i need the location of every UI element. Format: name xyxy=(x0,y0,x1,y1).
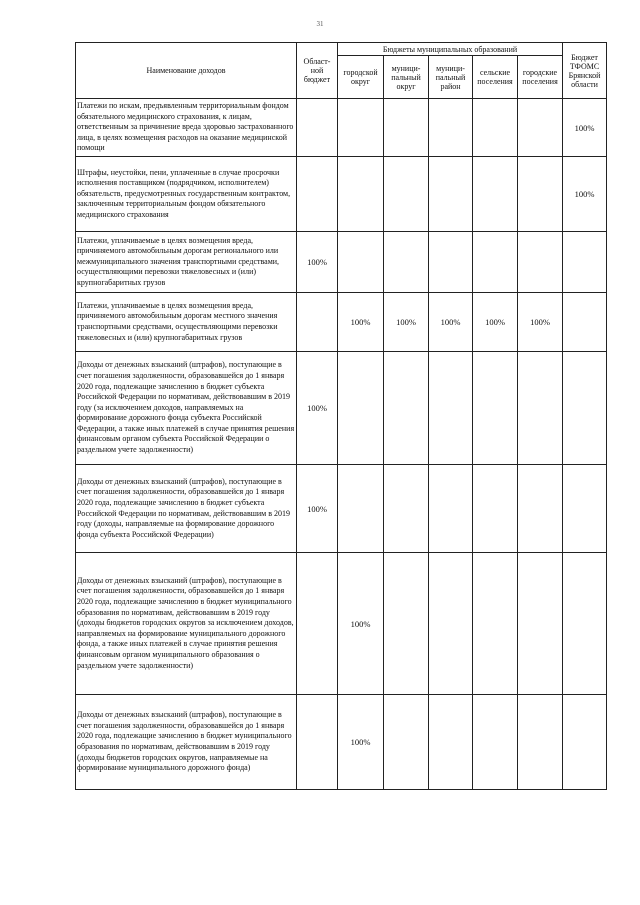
cell-rural-settlements xyxy=(473,99,518,157)
cell-municipal-area xyxy=(429,465,473,553)
cell-rural-settlements xyxy=(473,465,518,553)
cell-municipal-district xyxy=(384,157,429,232)
cell-urban-settlements xyxy=(518,157,563,232)
cell-regional xyxy=(297,695,338,790)
table-row xyxy=(76,293,607,352)
cell-urban-settlements xyxy=(518,695,563,790)
cell-municipal-district xyxy=(384,232,429,293)
header-tfoms-budget: Бюджет ТФОМС Брянской области xyxy=(563,43,607,99)
income-name-cell: Платежи, уплачиваемые в целях возмещения вреда, причиняемого автомобильным дорогам регионального или межмуниципального значения транспортными средствами, осуществляющими перевозки тяжеловесных и (или) крупногабаритных грузов xyxy=(76,232,297,293)
income-name-cell: Доходы от денежных взысканий (штрафов), поступающие в счет погашения задолженности, образовавшейся до 1 января 2020 года, подлежащие зачислению в бюджет субъекта Российской Федерации по нормативам, действовавшим в 2019 году (доходы, направляемые на формирование дорожного фонда субъекта Российской Федерации) xyxy=(76,465,297,553)
cell-municipal-district: 100% xyxy=(384,293,429,352)
cell-rural-settlements xyxy=(473,232,518,293)
cell-tfoms: 100% xyxy=(563,157,607,232)
income-name-cell: Доходы от денежных взысканий (штрафов), поступающие в счет погашения задолженности, образовавшейся до 1 января 2020 года, подлежащие зачислению в бюджет субъекта Российской Федерации по нормативам, действовавшим в 2019 году (за исключением доходов, направляемых на формирование дорожного фонда субъекта Российской Федерации, а также иных платежей в случае принятия решения финансовым органом субъекта Российской Федерации о раздельном учете задолженности) xyxy=(76,352,297,465)
cell-urban-district xyxy=(338,99,384,157)
table-row xyxy=(76,99,607,157)
cell-rural-settlements xyxy=(473,553,518,695)
cell-regional xyxy=(297,553,338,695)
cell-urban-district xyxy=(338,232,384,293)
table-row xyxy=(76,465,607,553)
cell-municipal-area xyxy=(429,232,473,293)
cell-rural-settlements xyxy=(473,695,518,790)
cell-urban-settlements xyxy=(518,465,563,553)
cell-urban-settlements: 100% xyxy=(518,293,563,352)
table-row xyxy=(76,695,607,790)
header-urban-settlements: городские поселения xyxy=(518,56,563,99)
header-urban-district: городской округ xyxy=(338,56,384,99)
cell-regional: 100% xyxy=(297,352,338,465)
cell-municipal-area xyxy=(429,157,473,232)
header-municipal-budgets: Бюджеты муниципальных образований xyxy=(338,43,563,56)
table-row xyxy=(76,232,607,293)
cell-urban-district: 100% xyxy=(338,553,384,695)
table-row xyxy=(76,157,607,232)
cell-regional xyxy=(297,157,338,232)
cell-municipal-district xyxy=(384,352,429,465)
cell-municipal-area xyxy=(429,553,473,695)
page-number: 31 xyxy=(316,20,324,28)
cell-urban-district xyxy=(338,352,384,465)
cell-municipal-area: 100% xyxy=(429,293,473,352)
table-row xyxy=(76,553,607,695)
cell-rural-settlements xyxy=(473,157,518,232)
cell-rural-settlements xyxy=(473,352,518,465)
cell-tfoms xyxy=(563,695,607,790)
income-name-cell: Доходы от денежных взысканий (штрафов), поступающие в счет погашения задолженности, образовавшейся до 1 января 2020 года, подлежащие зачислению в бюджет муниципального образования по нормативам, действовавшим в 2019 году (доходы бюджетов городских округов, направляемые на формирование муниципального дорожного фонда) xyxy=(76,695,297,790)
cell-urban-district: 100% xyxy=(338,695,384,790)
cell-regional: 100% xyxy=(297,465,338,553)
cell-urban-settlements xyxy=(518,99,563,157)
cell-tfoms: 100% xyxy=(563,99,607,157)
cell-municipal-district xyxy=(384,695,429,790)
header-municipal-district: муници- пальный округ xyxy=(384,56,429,99)
cell-municipal-area xyxy=(429,99,473,157)
cell-urban-district xyxy=(338,157,384,232)
header-rural-settlements: сельские поселения xyxy=(473,56,518,99)
income-name-cell: Доходы от денежных взысканий (штрафов), поступающие в счет погашения задолженности, образовавшейся до 1 января 2020 года, подлежащие зачислению в бюджет муниципального образования по нормативам, действовавшим в 2019 году (доходы бюджетов городских округов за исключением доходов, направляемых на формирование муниципального дорожного фонда, а также иных платежей в случае принятия решения финансовым органом муниципального образования о раздельном учете задолженности) xyxy=(76,553,297,695)
cell-urban-district xyxy=(338,465,384,553)
cell-regional xyxy=(297,99,338,157)
cell-regional: 100% xyxy=(297,232,338,293)
cell-municipal-area xyxy=(429,352,473,465)
cell-tfoms xyxy=(563,352,607,465)
cell-urban-settlements xyxy=(518,352,563,465)
table-row xyxy=(76,352,607,465)
cell-municipal-area xyxy=(429,695,473,790)
cell-tfoms xyxy=(563,553,607,695)
income-name-cell: Платежи по искам, предъявленным территориальным фондом обязательного медицинского страхования, к лицам, ответственным за причинение вреда здоровью застрахованного лица, в целях возмещения расходов на оказание медицинской помощи xyxy=(76,99,297,157)
table-body xyxy=(76,99,607,790)
income-name-cell: Платежи, уплачиваемые в целях возмещения вреда, причиняемого автомобильным дорогам местного значения транспортными средствами, осуществляющими перевозки тяжеловесных и (или) крупногабаритных грузов xyxy=(76,293,297,352)
header-regional-budget: Област- ной бюджет xyxy=(297,43,338,99)
cell-municipal-district xyxy=(384,465,429,553)
income-distribution-table xyxy=(75,42,607,790)
cell-regional xyxy=(297,293,338,352)
cell-tfoms xyxy=(563,293,607,352)
cell-tfoms xyxy=(563,232,607,293)
income-name-cell: Штрафы, неустойки, пени, уплаченные в случае просрочки исполнения поставщиком (подрядчиком, исполнителем) обязательств, предусмотренных государственным контрактом, заключенным территориальным фондом обязательного медицинского страхования xyxy=(76,157,297,232)
cell-municipal-district xyxy=(384,99,429,157)
cell-urban-settlements xyxy=(518,553,563,695)
cell-urban-district: 100% xyxy=(338,293,384,352)
header-income-name: Наименование доходов xyxy=(76,43,297,99)
cell-rural-settlements: 100% xyxy=(473,293,518,352)
cell-municipal-district xyxy=(384,553,429,695)
header-municipal-area: муници- пальный район xyxy=(429,56,473,99)
cell-tfoms xyxy=(563,465,607,553)
cell-urban-settlements xyxy=(518,232,563,293)
